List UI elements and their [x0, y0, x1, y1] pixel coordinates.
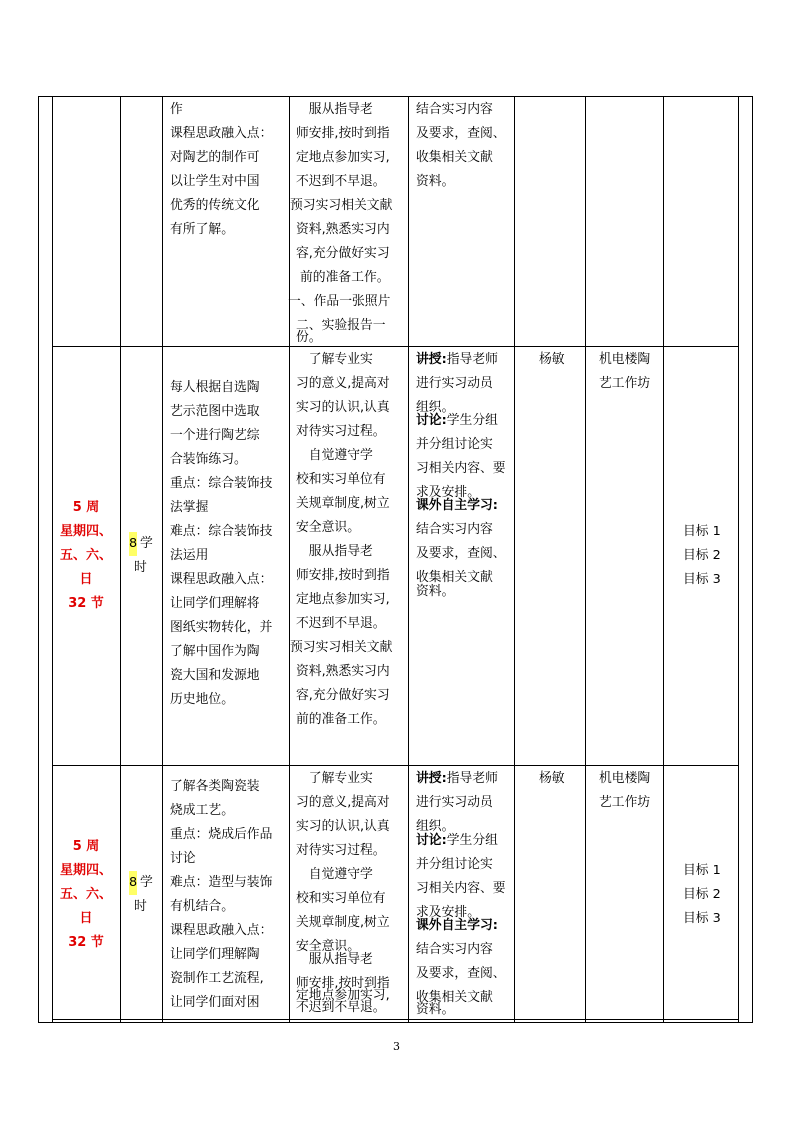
content-line: 作 [170, 102, 183, 117]
requirement-line: 服从指导老 [296, 544, 373, 559]
goal-line: 目标 1 [683, 863, 721, 878]
requirement-line: 实习的认识,认真 [296, 819, 390, 834]
method-line: 及要求，查阅、 [416, 126, 506, 141]
week-line: 星期四、 [59, 524, 112, 539]
column-divider [408, 96, 409, 1022]
content-line: 合装饰练习。 [170, 452, 247, 467]
method-line: 收集相关文献 [416, 150, 493, 165]
week-line: 五、六、 [59, 887, 112, 902]
method-label: 讨论: [416, 833, 447, 848]
content-line: 每人根据自选陶 [170, 380, 260, 395]
content-line: 历史地位。 [170, 692, 234, 707]
requirement-line: 资料,熟悉实习内 [296, 664, 390, 679]
goal-line: 目标 3 [683, 911, 721, 926]
requirement-line: 前的准备工作。 [300, 270, 390, 285]
goal-line: 目标 3 [683, 572, 721, 587]
column-divider [663, 96, 664, 1022]
column-divider [514, 96, 515, 1022]
table-border-top [38, 96, 753, 97]
week-line: 32 节 [68, 935, 104, 950]
content-line: 难点：造型与装饰 [170, 875, 273, 890]
method-label: 讲授: [416, 771, 447, 786]
requirement-line: 一、作品一张照片 [288, 294, 391, 309]
method-line: 并分组讨论实 [416, 437, 493, 452]
requirement-line: 了解专业实 [296, 352, 373, 367]
method-line [416, 767, 498, 791]
content-line: 对陶艺的制作可 [170, 150, 260, 165]
content-line: 法运用 [170, 548, 209, 563]
requirement-line: 不迟到不早退。 [296, 174, 386, 189]
content-line: 课程思政融入点： [170, 923, 273, 938]
column-divider [289, 96, 290, 1022]
content-line: 有所了解。 [170, 222, 234, 237]
requirement-line: 安全意识。 [296, 520, 360, 535]
content-line: 瓷大国和发源地 [170, 668, 260, 683]
column-divider [162, 96, 163, 1022]
requirement-line: 不迟到不早退。 [296, 616, 386, 631]
week-line: 五、六、 [59, 548, 112, 563]
content-line: 难点：综合装饰技 [170, 524, 273, 539]
column-divider [585, 96, 586, 1022]
content-line: 重点：烧成后作品 [170, 827, 273, 842]
content-line: 烧成工艺。 [170, 803, 234, 818]
table-border-left [38, 96, 39, 1022]
requirement-line: 习的意义,提高对 [296, 795, 390, 810]
teacher-name: 杨敏 [539, 771, 565, 786]
method-line: 组织。 [416, 819, 455, 834]
method-line: 结合实习内容 [416, 522, 493, 537]
method-line [416, 348, 498, 372]
requirement-line: 师安排,按时到指 [296, 976, 390, 991]
content-line: 以让学生对中国 [170, 174, 260, 189]
content-line: 了解中国作为陶 [170, 644, 260, 659]
page-number: 3 [393, 1040, 400, 1053]
content-line: 重点：综合装饰技 [170, 476, 273, 491]
schedule-table [38, 96, 752, 1022]
content-line: 图纸实物转化，并 [170, 620, 273, 635]
requirement-line: 定地点参加实习, [296, 150, 390, 165]
method-line: 习相关内容、要 [416, 881, 506, 896]
goal-line: 目标 2 [683, 887, 721, 902]
method-line: 结合实习内容 [416, 102, 493, 117]
method-label: 课外自主学习: [416, 498, 498, 513]
requirement-line: 预习实习相关文献 [290, 198, 393, 213]
requirement-line: 预习实习相关文献 [290, 640, 393, 655]
hours-unit: 学 [140, 536, 153, 551]
requirement-line: 容,充分做好实习 [296, 688, 390, 703]
method-line: 及要求，查阅、 [416, 546, 506, 561]
method-line: 资料。 [416, 584, 455, 599]
requirement-line: 了解专业实 [296, 771, 373, 786]
method-line [416, 409, 498, 433]
requirement-line: 不迟到不早退。 [296, 1000, 386, 1015]
method-label: 课外自主学习: [416, 918, 498, 933]
method-line [416, 829, 498, 853]
requirement-line: 定地点参加实习, [296, 592, 390, 607]
row-divider [52, 346, 739, 347]
method-label: 讲授: [416, 352, 447, 367]
requirement-line: 二、实验报告一 [296, 318, 386, 333]
method-line: 及要求，查阅、 [416, 966, 506, 981]
method-line [416, 914, 498, 938]
teacher-name: 杨敏 [539, 352, 565, 367]
method-line: 进行实习动员 [416, 376, 493, 391]
content-line: 法掌握 [170, 500, 209, 515]
method-line: 结合实习内容 [416, 942, 493, 957]
hours-unit: 时 [134, 560, 147, 575]
hours-unit: 学 [140, 875, 153, 890]
method-line: 求及安排。 [416, 905, 480, 920]
content-line: 让同学们理解将 [170, 596, 260, 611]
method-line: 组织。 [416, 400, 455, 415]
content-line: 让同学们理解陶 [170, 947, 260, 962]
method-text: 学生分组 [446, 833, 498, 848]
week-line: 日 [79, 911, 93, 926]
method-line: 资料。 [416, 174, 455, 189]
hours-number: 8 [129, 532, 137, 556]
content-line: 了解各类陶瓷装 [170, 779, 260, 794]
method-text: 指导老师 [446, 352, 498, 367]
requirement-line: 对待实习过程。 [296, 424, 386, 439]
requirement-line: 服从指导老 [296, 952, 373, 967]
hours-unit: 时 [134, 899, 147, 914]
method-line: 资料。 [416, 1002, 455, 1017]
week-line: 星期四、 [59, 863, 112, 878]
requirement-line: 校和实习单位有 [296, 891, 386, 906]
week-line: 日 [79, 572, 93, 587]
table-inner-right [738, 96, 739, 1022]
requirement-line: 资料,熟悉实习内 [296, 222, 390, 237]
content-line: 瓷制作工艺流程, [170, 971, 264, 986]
method-line [416, 494, 498, 518]
method-label: 讨论: [416, 413, 447, 428]
location-line: 机电楼陶 [599, 352, 651, 367]
week-line: 32 节 [68, 596, 104, 611]
method-text: 学生分组 [446, 413, 498, 428]
goal-line: 目标 2 [683, 548, 721, 563]
row-divider [52, 765, 739, 766]
method-line: 进行实习动员 [416, 795, 493, 810]
requirement-line: 关规章制度,树立 [296, 915, 390, 930]
requirement-line: 自觉遵守学 [296, 867, 373, 882]
requirement-line: 服从指导老 [296, 102, 373, 117]
requirement-line: 校和实习单位有 [296, 472, 386, 487]
week-line: 5 周 [72, 839, 100, 854]
requirement-line: 师安排,按时到指 [296, 126, 390, 141]
requirement-line: 容,充分做好实习 [296, 246, 390, 261]
column-divider [120, 96, 121, 1022]
content-line: 课程思政融入点： [170, 126, 273, 141]
row-divider [52, 1019, 739, 1020]
method-line: 并分组讨论实 [416, 857, 493, 872]
location-line: 艺工作坊 [599, 376, 651, 391]
requirement-line: 实习的认识,认真 [296, 400, 390, 415]
content-line: 优秀的传统文化 [170, 198, 260, 213]
table-border-bottom [38, 1022, 753, 1023]
table-border-right [752, 96, 753, 1022]
location-line: 机电楼陶 [599, 771, 651, 786]
hours-number: 8 [129, 871, 137, 895]
requirement-line: 前的准备工作。 [296, 712, 386, 727]
content-line: 一个进行陶艺综 [170, 428, 260, 443]
requirement-line: 自觉遵守学 [296, 448, 373, 463]
requirement-line: 对待实习过程。 [296, 843, 386, 858]
method-line: 收集相关文献 [416, 990, 493, 1005]
method-line: 收集相关文献 [416, 570, 493, 585]
content-line: 艺示范图中选取 [170, 404, 260, 419]
requirement-line: 份。 [296, 330, 322, 345]
requirement-line: 关规章制度,树立 [296, 496, 390, 511]
method-line: 求及安排。 [416, 485, 480, 500]
goal-line: 目标 1 [683, 524, 721, 539]
requirement-line: 习的意义,提高对 [296, 376, 390, 391]
content-line: 让同学们面对困 [170, 995, 260, 1010]
content-line: 有机结合。 [170, 899, 234, 914]
requirement-line: 安全意识。 [296, 939, 360, 954]
content-line: 课程思政融入点： [170, 572, 273, 587]
week-line: 5 周 [72, 500, 100, 515]
content-line: 讨论 [170, 851, 196, 866]
requirement-line: 师安排,按时到指 [296, 568, 390, 583]
method-text: 指导老师 [446, 771, 498, 786]
method-line: 习相关内容、要 [416, 461, 506, 476]
requirement-line: 定地点参加实习, [296, 988, 390, 1003]
location-line: 艺工作坊 [599, 795, 651, 810]
